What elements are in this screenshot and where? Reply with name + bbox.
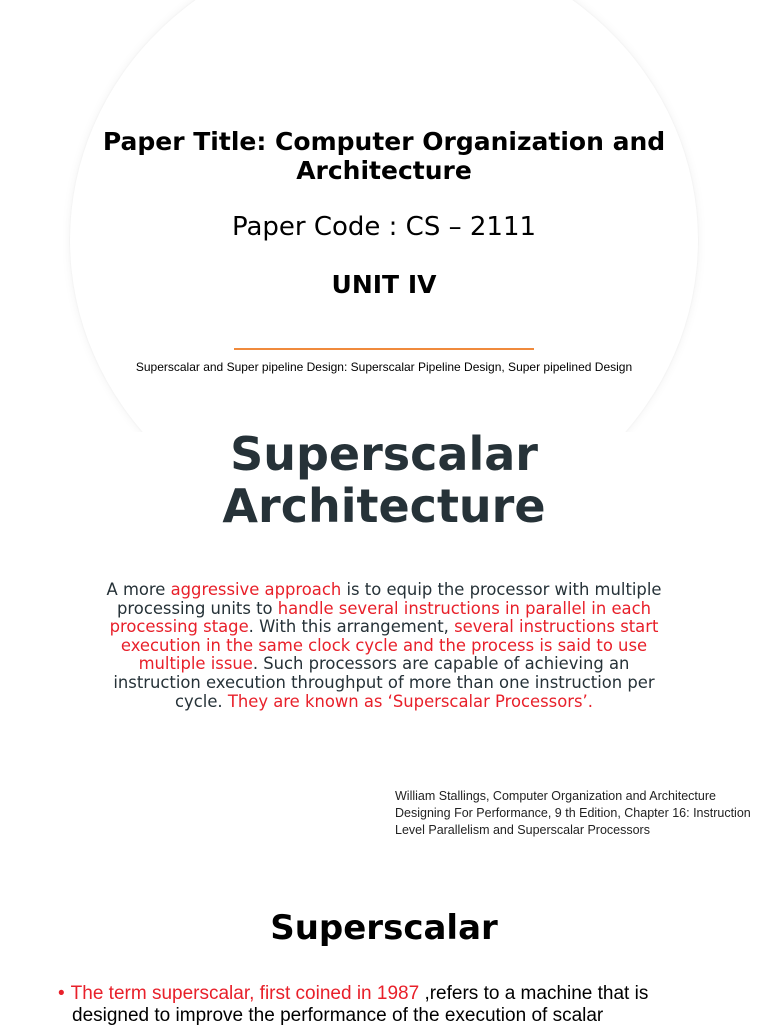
bullet-text: ,refers to a machine that is	[419, 983, 649, 1004]
title-slide	[0, 0, 768, 432]
slide-title-superscalar: Superscalar	[270, 908, 498, 948]
paper-code: Paper Code : CS – 2111	[231, 212, 537, 242]
slide-title-superscalar-architecture: Superscalar Architecture	[222, 427, 546, 533]
para-text: . Such processors are capable of achieving an instruction execution throughput of more than one instruction per cycle.	[113, 654, 655, 711]
bullet-highlight: The term superscalar, first coined in 1987	[70, 983, 420, 1004]
para-highlight: They are known as ‘Superscalar Processors’.	[227, 691, 593, 711]
accent-divider	[234, 348, 534, 350]
definition-paragraph	[96, 581, 672, 711]
bullet-item	[58, 983, 748, 1005]
para-text: . With this arrangement,	[248, 617, 455, 637]
bullet-continuation: designed to improve the performance of the execution of scalar	[72, 1005, 604, 1026]
unit-topics: Superscalar and Super pipeline Design: Superscalar Pipeline Design, Super pipelined Design	[135, 360, 633, 374]
bullet-dot-icon: •	[58, 983, 65, 1004]
para-highlight: several instructions start execution in the same clock cycle and the process is said to use multiple issue	[120, 617, 659, 674]
citation: William Stallings, Computer Organization and Architecture Designing For Performance, 9 th Edition, Chapter 16: Instruction Level Parallelism and Superscalar Processors	[395, 789, 751, 837]
para-highlight: aggressive approach	[170, 580, 342, 599]
para-highlight: handle several instructions in parallel in each processing stage	[109, 598, 651, 637]
paper-title: Paper Title: Computer Organization and Architecture	[102, 127, 666, 185]
para-text: is to equip the processor with multiple processing units to	[117, 580, 662, 618]
unit-label: UNIT IV	[331, 270, 437, 299]
para-text: A more	[106, 580, 171, 599]
